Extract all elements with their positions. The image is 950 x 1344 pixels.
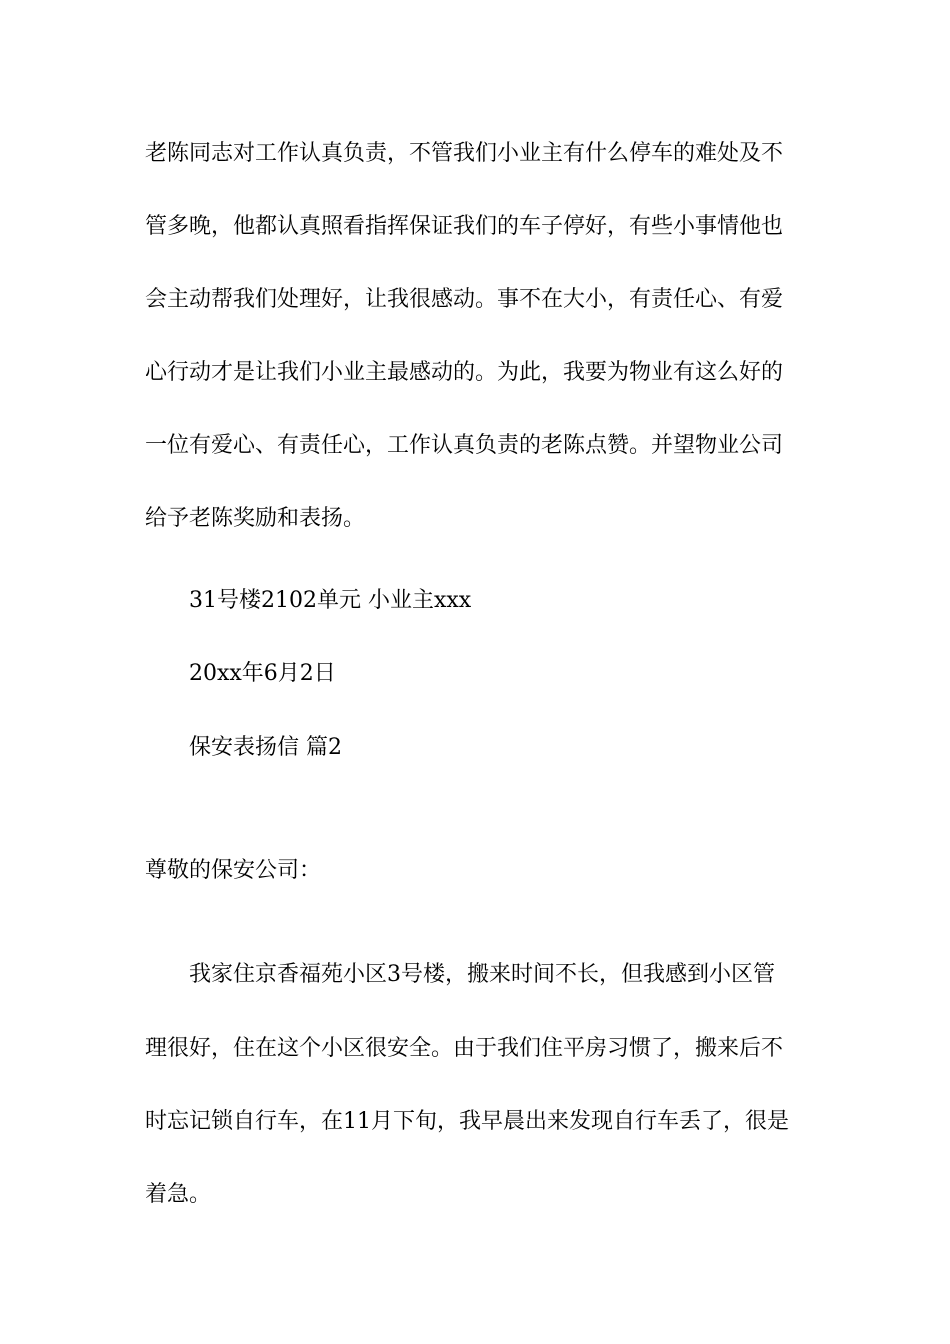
paragraph-line: 时忘记锁自行车，在11月下旬，我早晨出来发现自行车丢了，很是 [145,1109,789,1134]
paragraph-line: 一位有爱心、有责任心，工作认真负责的老陈点赞。并望物业公司 [145,433,784,458]
signature-date: 20xx年6月2日 [189,661,336,686]
paragraph-line: 理很好，住在这个小区很安全。由于我们住平房习惯了，搬来后不 [145,1036,784,1061]
section-title: 保安表扬信 篇2 [189,735,342,760]
paragraph-line: 着急。 [145,1182,212,1207]
paragraph-line: 管多晚，他都认真照看指挥保证我们的车子停好，有些小事情他也 [145,214,784,239]
paragraph-line: 我家住京香福苑小区3号楼，搬来时间不长，但我感到小区管 [189,962,775,987]
signature-sender: 31号楼2102单元 小业主xxx [189,588,472,613]
paragraph-line: 给予老陈奖励和表扬。 [145,506,366,531]
paragraph-line: 会主动帮我们处理好，让我很感动。事不在大小，有责任心、有爱 [145,287,784,312]
letter-salutation: 尊敬的保安公司： [145,858,322,883]
paragraph-line: 老陈同志对工作认真负责，不管我们小业主有什么停车的难处及不 [145,141,784,166]
paragraph-line: 心行动才是让我们小业主最感动的。为此，我要为物业有这么好的 [145,360,784,385]
